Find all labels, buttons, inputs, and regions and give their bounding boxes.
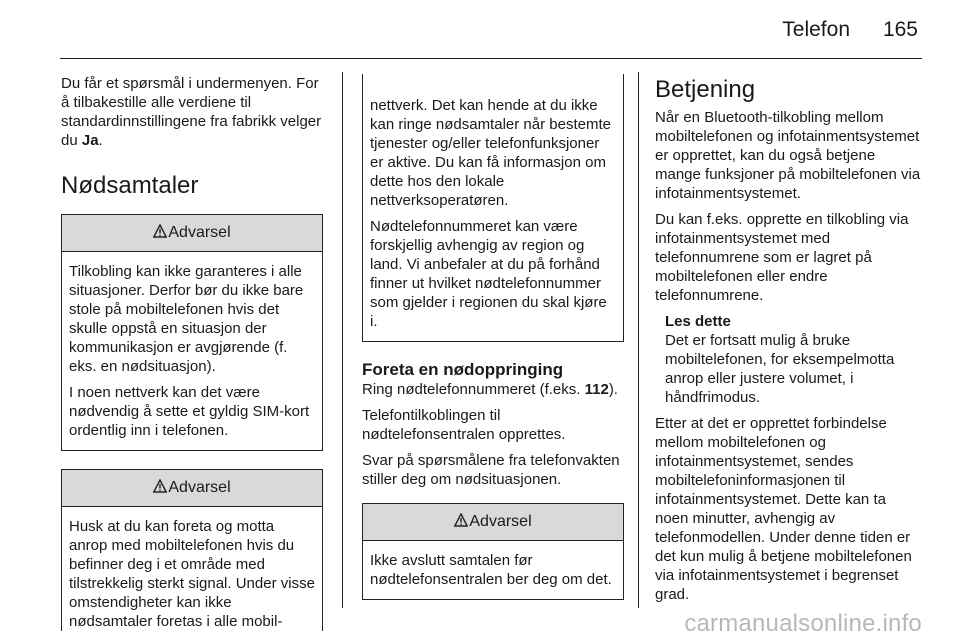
column-2 <box>362 60 624 618</box>
warning-text: Nødtelefonnummeret kan være forskjellig avhengig av region og land. Vi anbefaler at du på forhånd finner ut hvilket nødtelefonnummer som gjelder i regionen du skal kjøre i. <box>370 218 607 330</box>
page-header <box>0 0 960 60</box>
warning-text: I noen nettverk kan det være nødvendig å sette et gyldig SIM-kort ordentlig inn i telefonen. <box>69 384 310 439</box>
intro-bold: Ja <box>81 132 99 149</box>
text: ). <box>608 381 618 398</box>
warning-title: Advarsel <box>168 479 231 496</box>
note <box>665 312 923 407</box>
section-title: Telefon <box>782 18 850 41</box>
watermark: carmanualsonline.info <box>684 610 922 637</box>
paragraph <box>362 380 624 399</box>
warning-triangle-icon <box>153 479 167 493</box>
warning-triangle-icon <box>454 513 468 527</box>
warning-body <box>363 541 623 599</box>
emergency-number: 112 <box>584 381 609 398</box>
paragraph: Svar på spørsmålene fra telefonvakten stiller deg om nødsituasjonen. <box>362 452 620 488</box>
paragraph: Etter at det er opprettet forbindelse mellom mobiltelefonen og infotainmentsystemet, sendes mobiltelefoninformasjonen til infotainmentsystemet. Dette kan ta noen minutter, avhengig av telefonmodellen. Under denne tiden er det kun mulig å betjene mobiltelefonen via infotainmentsystemet i begrenset grad. <box>655 415 912 603</box>
note-title: Les dette <box>665 313 731 330</box>
heading-emergency-calls: Nødsamtaler <box>61 172 199 199</box>
note-text: Det er fortsatt mulig å bruke mobiltelefonen, for eksempelmotta anrop eller justere volumet, i håndfrimodus. <box>665 332 895 406</box>
warning-box-2-continued <box>362 74 624 342</box>
warning-triangle-icon <box>153 224 167 238</box>
warning-box-1 <box>61 214 323 451</box>
paragraph: Telefontilkoblingen til nødtelefonsentralen opprettes. <box>362 407 566 443</box>
paragraph: Du kan f.eks. opprette en tilkobling via infotainmentsystemet med telefonnumrene som er lagret på mobiltelefonen eller endre telefonnumrene. <box>655 211 909 304</box>
heading-operation: Betjening <box>655 76 756 103</box>
warning-text: Husk at du kan foreta og motta anrop med mobiltelefonen hvis du befinner deg i et område med tilstrekkelig sterkt signal. Under visse omstendigheter kan ikke nødsamtaler foretas i alle mobil- <box>69 518 315 630</box>
warning-text: Ikke avslutt samtalen før nødtelefonsentralen ber deg om det. <box>370 552 612 588</box>
paragraph: Når en Bluetooth-tilkobling mellom mobiltelefonen og infotainmentsystemet er opprettet, kan du også betjene mange funksjoner på mobiltelefonen via infotainmentsystemet. <box>655 109 921 202</box>
intro-text: Du får et spørsmål i undermenyen. For å tilbakestille alle verdiene til standardinnstillingene fra fabrikk velger du <box>61 75 322 149</box>
text: Ring nødtelefonnummeret (f.eks. <box>362 381 585 398</box>
intro-paragraph <box>61 74 323 150</box>
warning-title: Advarsel <box>469 513 532 530</box>
heading-make-emergency-call: Foreta en nødoppringing <box>362 360 564 379</box>
warning-box-3 <box>362 503 624 600</box>
column-3 <box>655 74 923 611</box>
intro-end: . <box>98 132 103 149</box>
note-box <box>665 312 923 407</box>
column-divider-2 <box>638 72 639 608</box>
warning-header <box>62 215 322 252</box>
warning-body <box>62 507 322 631</box>
header-rule <box>60 58 922 59</box>
column-divider-1 <box>342 72 343 608</box>
warning-text: nettverk. Det kan hende at du ikke kan ringe nødsamtaler når bestemte tjenester og/eller telefonfunksjoner er aktive. Du kan få informasjon om dette hos den lokale nettverksoperatøren. <box>370 97 611 209</box>
warning-header <box>62 470 322 507</box>
warning-box-2 <box>61 469 323 631</box>
warning-header <box>363 504 623 541</box>
page-number: 165 <box>882 18 918 41</box>
column-1 <box>61 74 323 639</box>
warning-title: Advarsel <box>168 224 231 241</box>
warning-body <box>363 88 623 341</box>
warning-body <box>62 252 322 450</box>
warning-text: Tilkobling kan ikke garanteres i alle situasjoner. Derfor bør du ikke bare stole på mobiltelefonen hvis det skulle oppstå en situasjon der kommunikasjon er avgjørende (f. eks. en nødsituasjon). <box>69 263 304 375</box>
